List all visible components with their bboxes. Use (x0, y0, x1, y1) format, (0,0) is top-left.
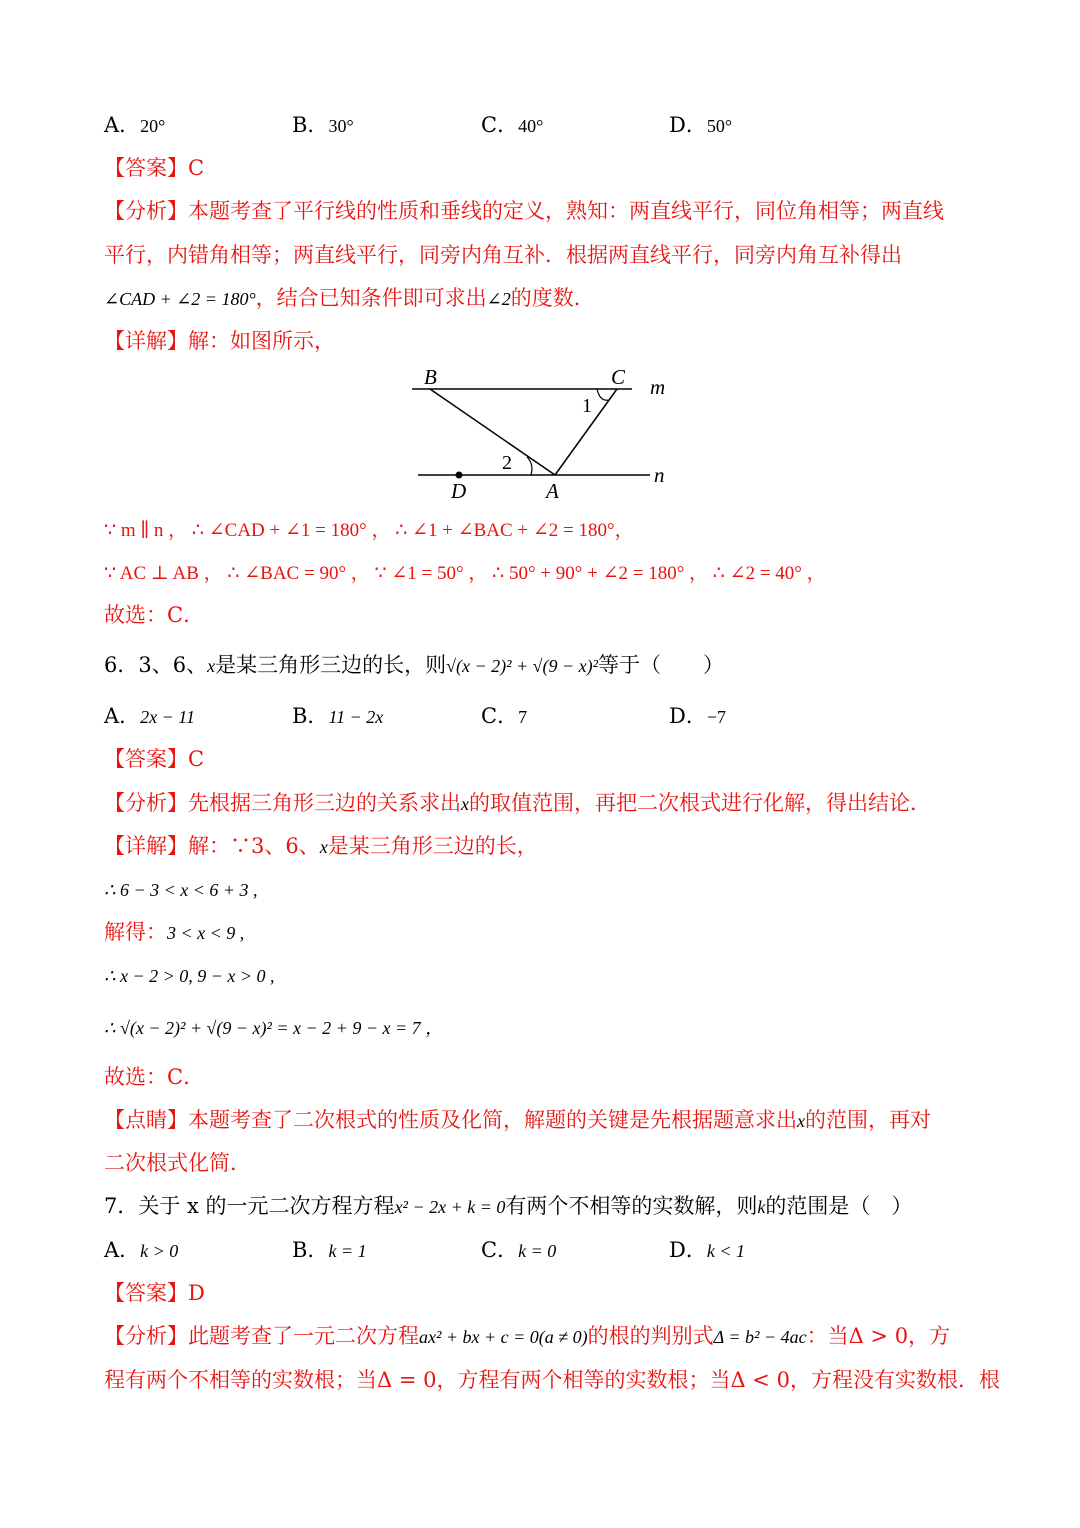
label-n: n (654, 463, 665, 487)
q5-analysis-line1: 【分析】本题考查了平行线的性质和垂线的定义，熟知：两直线平行，同位角相等；两直线 (104, 199, 944, 223)
q6-step3: ∴ x − 2 > 0, 9 − x > 0 , (104, 966, 275, 986)
label-m: m (650, 375, 666, 399)
q6-step2: 解得：3 < x < 9 , (104, 920, 245, 944)
q5-step2: ∵ AC ⊥ AB ， ∴ ∠BAC = 90° ， ∵ ∠1 = 50° ， ∴ 50° + 90° + ∠2 = 180° ， ∴ ∠2 = 40° ， (104, 563, 826, 584)
q5-choose: 故选：C． (104, 603, 205, 627)
q6-step1: ∴ 6 − 3 < x < 6 + 3 , (104, 880, 258, 900)
q5-answer: 【答案】C (104, 156, 205, 180)
q6-answer: 【答案】C (104, 747, 205, 771)
label-c: C (611, 365, 626, 389)
q6-stem: 6．3、6、x是某三角形三边的长，则√(x − 2)² + √(9 − x)²等于（ ） (104, 653, 725, 677)
q6-option-a: A．2x − 11 (104, 704, 195, 728)
q6-comment-line1: 【点睛】本题考查了二次根式的性质及化简，解题的关键是先根据题意求出x的范围，再对 (104, 1108, 931, 1132)
q5-option-b: B．30° (292, 113, 354, 137)
label-angle-2: 2 (502, 452, 512, 474)
q5-analysis-line3: ∠CAD + ∠2 = 180°，结合已知条件即可求出∠2的度数． (104, 286, 595, 310)
point-d (456, 472, 463, 479)
q7-option-d: D．k < 1 (669, 1238, 745, 1262)
q5-option-a: A．20° (104, 113, 166, 137)
q7-option-a: A．k > 0 (104, 1238, 179, 1262)
label-d: D (451, 479, 467, 503)
angle-1-arc (597, 389, 609, 400)
q6-analysis: 【分析】先根据三角形三边的关系求出x的取值范围，再把二次根式进行化解，得出结论． (104, 791, 931, 815)
q5-option-c: C．40° (481, 113, 544, 137)
q6-option-b: B．11 − 2x (292, 704, 384, 728)
q5-option-d: D．50° (669, 113, 733, 137)
q7-option-c: C．k = 0 (481, 1238, 557, 1262)
q5-step1: ∵ m ∥ n ， ∴ ∠CAD + ∠1 = 180° ， ∴ ∠1 + ∠BAC + ∠2 = 180°， (104, 520, 634, 541)
segment-ab (430, 389, 555, 475)
q6-choose: 故选：C． (104, 1065, 205, 1089)
q6-detail: 【详解】解：∵3、6、x是某三角形三边的长， (104, 834, 538, 858)
q6-option-d: D．−7 (669, 704, 726, 728)
label-a: A (546, 479, 559, 503)
q7-answer: 【答案】D (104, 1281, 205, 1305)
q5-detail: 【详解】解：如图所示， (104, 329, 335, 353)
q7-option-b: B．k = 1 (292, 1238, 367, 1262)
label-b: B (424, 365, 437, 389)
q6-comment-line2: 二次根式化简． (104, 1151, 251, 1175)
q7-analysis-line2: 程有两个不相等的实数根；当Δ = 0，方程有两个相等的实数根；当Δ < 0，方程没有实数根．根 (104, 1368, 1000, 1392)
label-angle-1: 1 (582, 395, 592, 417)
geometry-figure (400, 362, 690, 507)
q6-step4: ∴ √(x − 2)² + √(9 − x)² = x − 2 + 9 − x = 7 ， (104, 1018, 444, 1038)
q7-stem: 7．关于 x 的一元二次方程方程x² − 2x + k = 0有两个不相等的实数解，则k的范围是（ ） (104, 1194, 913, 1218)
angle-2-arc (527, 457, 532, 475)
q6-option-c: C．7 (481, 704, 528, 728)
q7-analysis-line1: 【分析】此题考查了一元二次方程ax² + bx + c = 0(a ≠ 0)的根的判别式Δ = b² − 4ac：当Δ > 0，方 (104, 1324, 951, 1348)
q5-analysis-line2: 平行，内错角相等；两直线平行，同旁内角互补．根据两直线平行，同旁内角互补得出 (104, 243, 902, 267)
